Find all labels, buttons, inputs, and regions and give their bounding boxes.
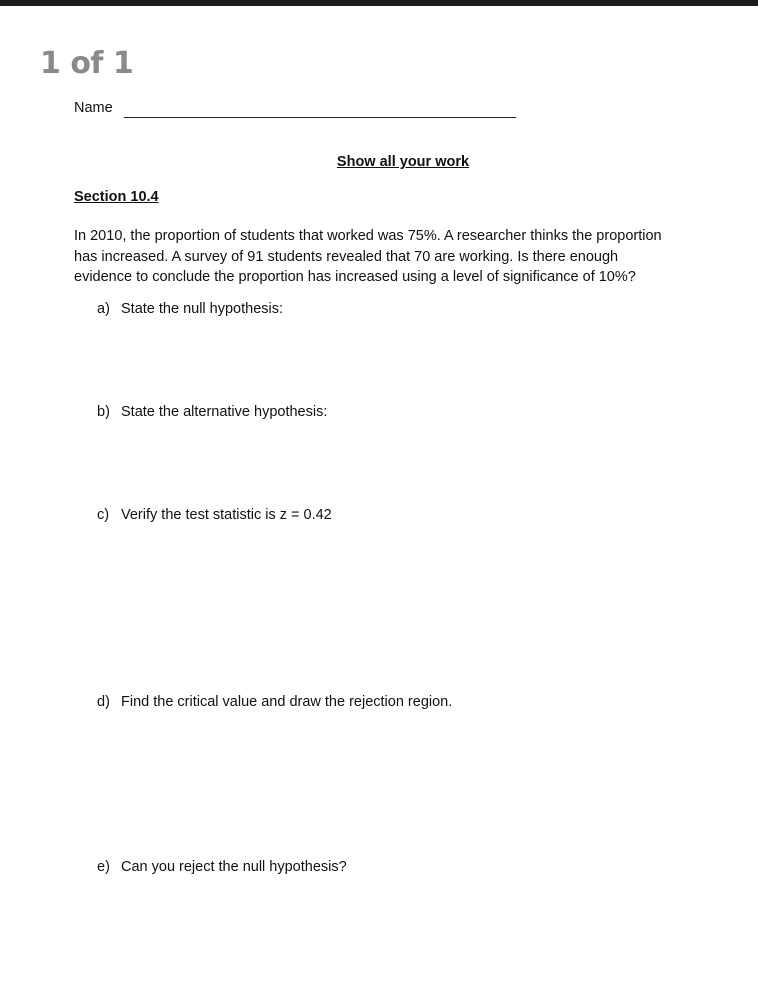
page-indicator: 1 of 1 xyxy=(40,46,134,81)
question-letter: d) xyxy=(97,694,110,710)
question-text: Find the critical value and draw the rejection region. xyxy=(121,694,453,710)
question-d xyxy=(97,694,452,710)
question-text: Can you reject the null hypothesis? xyxy=(121,859,347,875)
problem-line: evidence to conclude the proportion has increased using a level of significance of 10%? xyxy=(74,269,636,285)
question-b xyxy=(97,404,327,420)
question-e xyxy=(97,859,347,875)
question-letter: b) xyxy=(97,404,110,420)
question-text: State the alternative hypothesis: xyxy=(121,404,328,420)
question-c xyxy=(97,507,332,523)
name-blank-line xyxy=(124,117,516,118)
question-letter: e) xyxy=(97,859,110,875)
question-a xyxy=(97,301,283,317)
question-text: State the null hypothesis: xyxy=(121,301,284,317)
question-letter: c) xyxy=(97,507,110,523)
problem-line: has increased. A survey of 91 students revealed that 70 are working. Is there enough xyxy=(74,248,619,265)
problem-statement xyxy=(74,226,722,288)
name-label: Name xyxy=(74,100,113,116)
question-letter: a) xyxy=(97,301,110,317)
instructions-heading: Show all your work xyxy=(336,154,470,170)
section-heading: Section 10.4 xyxy=(74,189,159,205)
problem-line: In 2010, the proportion of students that worked was 75%. A researcher thinks the proportion xyxy=(74,228,662,244)
question-text: Verify the test statistic is z = 0.42 xyxy=(121,507,332,523)
viewer-top-bar xyxy=(0,0,758,6)
